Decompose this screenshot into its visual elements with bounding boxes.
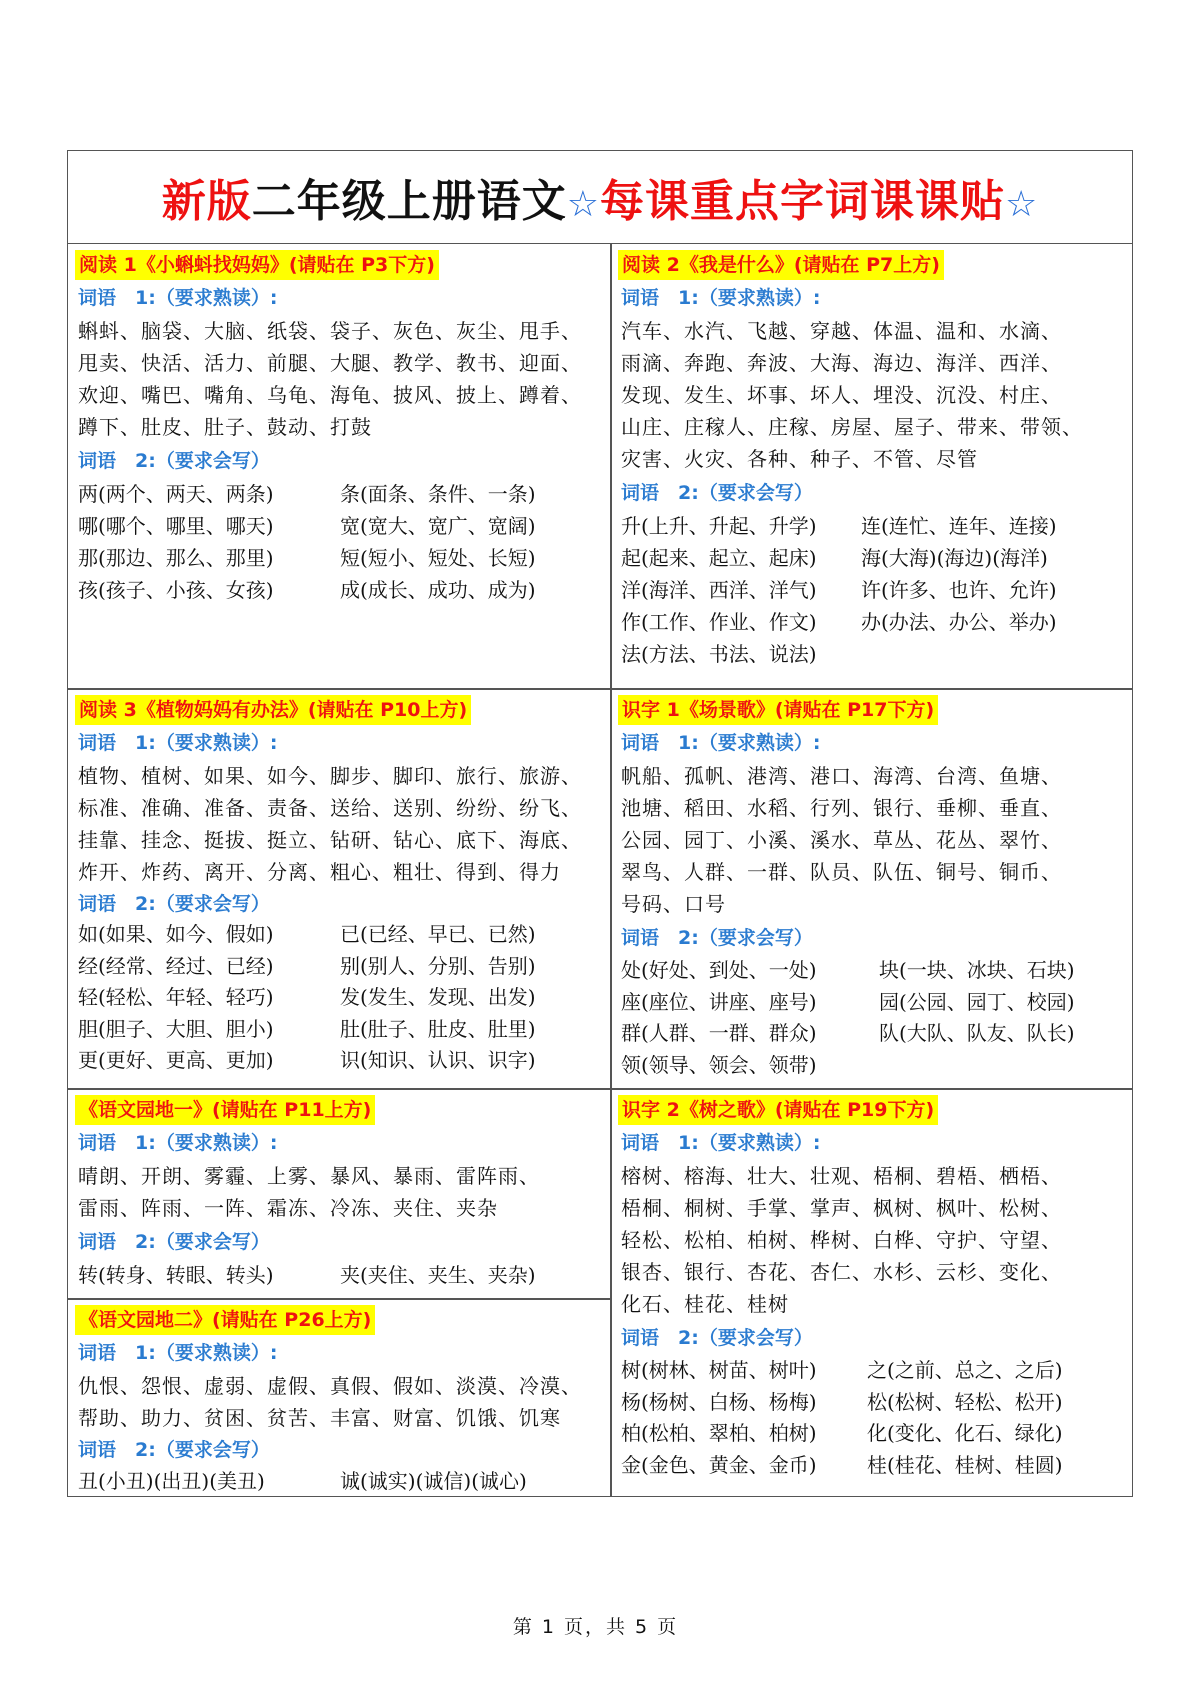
write-item: 诚(诚实)(诚信)(诚心): [340, 1469, 527, 1493]
section-chinese-garden-2: [68, 1299, 610, 1496]
read-label: 词语 1:（要求熟读）:: [78, 1342, 278, 1364]
write-item: 处(好处、到处、一处): [621, 958, 817, 982]
write-item: [861, 638, 1124, 670]
write-words: [78, 478, 600, 606]
word-line: 炸开、炸药、离开、分离、粗心、粗壮、得到、得力: [78, 860, 561, 884]
write-item: [879, 1050, 1124, 1082]
read-words: [621, 315, 1124, 475]
page-footer: 第 1 页，共 5 页: [512, 1616, 679, 1638]
write-label: 词语 2:（要求会写）: [78, 1231, 270, 1253]
write-item: 成(成长、成功、成为): [340, 578, 536, 602]
write-item: 经(经常、经过、已经): [78, 953, 274, 978]
word-line: 梧桐、桐树、手掌、掌声、枫树、枫叶、松树、: [621, 1196, 1062, 1220]
write-item: 块(一块、冰块、石块): [879, 958, 1075, 982]
word-line: 翠鸟、人群、一群、队员、队伍、铜号、铜币、: [621, 860, 1062, 884]
word-line: 植物、植树、如果、如今、脚步、脚印、旅行、旅游、: [78, 764, 582, 788]
word-line: 银杏、银行、杏花、杏仁、水杉、云杉、变化、: [621, 1260, 1062, 1284]
worksheet-table: [67, 150, 1133, 1497]
word-line: 蹲下、肚皮、肚子、鼓动、打鼓: [78, 415, 372, 439]
write-item: 已(已经、早已、已然): [340, 922, 536, 946]
write-item: 更(更好、更高、更加): [78, 1048, 274, 1072]
write-item: 之(之前、总之、之后): [867, 1358, 1063, 1382]
write-item: 座(座位、讲座、座号): [621, 989, 817, 1014]
section-title: 识字 2《树之歌》(请贴在 P19下方): [618, 1095, 938, 1125]
write-item: 孩(孩子、小孩、女孩): [78, 578, 274, 602]
write-item: 升(上升、升起、升学): [621, 514, 817, 538]
read-words: [78, 1370, 600, 1434]
write-item: 松(松树、轻松、松开): [867, 1389, 1063, 1414]
section-title: 阅读 2《我是什么》(请贴在 P7上方): [618, 250, 944, 280]
word-line: 灾害、火灾、各种、种子、不管、尽管: [621, 447, 978, 471]
write-item: 柏(松柏、翠柏、柏树): [621, 1421, 817, 1445]
word-line: 晴朗、开朗、雾霾、上雾、暴风、暴雨、雷阵雨、: [78, 1164, 540, 1188]
write-item: 夹(夹住、夹生、夹杂): [340, 1263, 536, 1287]
write-item: 杨(杨树、白杨、杨梅): [621, 1389, 817, 1414]
page-title: [162, 165, 1039, 229]
word-line: 池塘、稻田、水稻、行列、银行、垂柳、垂直、: [621, 796, 1062, 820]
write-words: [621, 1355, 1124, 1481]
word-line: 帆船、孤帆、港湾、港口、海湾、台湾、鱼塘、: [621, 764, 1062, 788]
word-line: 发现、发生、坏事、坏人、埋没、沉没、村庄、: [621, 383, 1062, 407]
read-words: [621, 1160, 1124, 1320]
title-part-subject: 每课重点字词课课贴: [600, 176, 1005, 227]
write-words: [78, 1465, 600, 1497]
read-words: [78, 1160, 600, 1224]
write-item: 法(方法、书法、说法): [621, 642, 817, 666]
write-item: 树(树林、树苗、树叶): [621, 1358, 817, 1382]
star-icon: ☆: [1005, 184, 1039, 225]
title-part-grade: 二年级上册语文: [251, 176, 567, 227]
section-reading-3: [68, 689, 610, 1088]
read-label: 词语 1:（要求熟读）:: [78, 1132, 278, 1154]
write-label: 词语 2:（要求会写）: [621, 927, 813, 949]
read-words: [78, 760, 600, 888]
write-item: 园(公园、园丁、校园): [879, 989, 1075, 1014]
write-item: 短(短小、短处、长短): [340, 546, 536, 570]
section-title: 阅读 1《小蝌蚪找妈妈》(请贴在 P3下方): [75, 250, 439, 280]
write-item: 如(如果、如今、假如): [78, 922, 274, 946]
word-line: 蝌蚪、脑袋、大脑、纸袋、袋子、灰色、灰尘、甩手、: [78, 319, 582, 343]
write-item: 桂(桂花、桂树、桂圆): [867, 1452, 1063, 1477]
write-item: 海(大海)(海边)(海洋): [861, 546, 1048, 570]
word-line: 号码、口号: [621, 892, 726, 916]
write-item: 队(大队、队友、队长): [879, 1021, 1075, 1045]
read-words: [621, 760, 1124, 920]
word-line: 欢迎、嘴巴、嘴角、乌龟、海龟、披风、披上、蹲着、: [78, 383, 582, 407]
write-label: 词语 2:（要求会写）: [78, 893, 270, 915]
write-item: 识(知识、认识、识字): [340, 1048, 536, 1072]
read-label: 词语 1:（要求熟读）:: [621, 732, 821, 754]
section-title: 《语文园地二》(请贴在 P26上方): [75, 1305, 375, 1335]
read-label: 词语 1:（要求熟读）:: [78, 287, 278, 309]
write-item: 胆(胆子、大胆、胆小): [78, 1016, 274, 1041]
write-item: 宽(宽大、宽广、宽阔): [340, 514, 536, 538]
read-label: 词语 1:（要求熟读）:: [78, 732, 278, 754]
section-literacy-1: [611, 689, 1134, 1088]
write-label: 词语 2:（要求会写）: [621, 482, 813, 504]
write-item: 化(变化、化石、绿化): [867, 1421, 1063, 1445]
word-line: 雷雨、阵雨、一阵、霜冻、冷冻、夹住、夹杂: [78, 1196, 498, 1220]
write-item: 丑(小丑)(出丑)(美丑): [78, 1469, 265, 1493]
word-line: 挂靠、挂念、挺拔、挺立、钻研、钻心、底下、海底、: [78, 828, 582, 852]
write-item: 转(转身、转眼、转头): [78, 1263, 274, 1287]
section-chinese-garden-1: [68, 1089, 610, 1298]
write-item: 洋(海洋、西洋、洋气): [621, 578, 817, 602]
write-label: 词语 2:（要求会写）: [621, 1327, 813, 1349]
read-words: [78, 315, 600, 443]
write-item: 许(许多、也许、允许): [861, 578, 1057, 602]
word-line: 雨滴、奔跑、奔波、大海、海边、海洋、西洋、: [621, 351, 1062, 375]
write-item: 条(面条、条件、一条): [340, 482, 536, 506]
word-line: 汽车、水汽、飞越、穿越、体温、温和、水滴、: [621, 319, 1062, 343]
write-item: 发(发生、发现、出发): [340, 985, 536, 1009]
write-item: 办(办法、办公、举办): [861, 610, 1057, 634]
section-title: 《语文园地一》(请贴在 P11上方): [75, 1095, 375, 1125]
word-line: 帮助、助力、贫困、贫苦、丰富、财富、饥饿、饥寒: [78, 1406, 561, 1430]
section-literacy-2: [611, 1089, 1134, 1496]
star-icon: ☆: [566, 184, 600, 225]
section-reading-2: [611, 244, 1134, 688]
write-item: 哪(哪个、哪里、哪天): [78, 514, 274, 538]
write-item: 作(工作、作业、作文): [621, 610, 817, 634]
title-row: [68, 151, 1132, 244]
write-item: 那(那边、那么、那里): [78, 546, 274, 570]
write-item: 肚(肚子、肚皮、肚里): [340, 1016, 536, 1041]
write-words: [78, 919, 600, 1077]
word-line: 榕树、榕海、壮大、壮观、梧桐、碧梧、栖梧、: [621, 1164, 1062, 1188]
word-line: 甩卖、快活、活力、前腿、大腿、教学、教书、迎面、: [78, 351, 582, 375]
section-reading-1: [68, 244, 610, 688]
word-line: 山庄、庄稼人、庄稼、房屋、屋子、带来、带领、: [621, 415, 1083, 439]
section-title: 识字 1《场景歌》(请贴在 P17下方): [618, 695, 938, 725]
write-item: 连(连忙、连年、连接): [861, 514, 1057, 538]
write-item: 两(两个、两天、两条): [78, 482, 274, 506]
word-line: 公园、园丁、小溪、溪水、草丛、花丛、翠竹、: [621, 828, 1062, 852]
read-label: 词语 1:（要求熟读）:: [621, 1132, 821, 1154]
write-item: 轻(轻松、年轻、轻巧): [78, 985, 274, 1009]
write-label: 词语 2:（要求会写）: [78, 450, 270, 472]
read-label: 词语 1:（要求熟读）:: [621, 287, 821, 309]
word-line: 轻松、松柏、柏树、桦树、白桦、守护、守望、: [621, 1228, 1062, 1252]
word-line: 仇恨、怨恨、虚弱、虚假、真假、假如、淡漠、冷漠、: [78, 1374, 582, 1398]
write-words: [621, 510, 1124, 670]
write-item: 别(别人、分别、告别): [340, 953, 536, 978]
title-part-new-edition: 新版: [161, 176, 252, 227]
section-title: 阅读 3《植物妈妈有办法》(请贴在 P10上方): [75, 695, 471, 725]
word-line: 化石、桂花、桂树: [621, 1292, 789, 1316]
write-words: [78, 1259, 600, 1291]
word-line: 标准、准确、准备、责备、送给、送别、纷纷、纷飞、: [78, 796, 582, 820]
write-words: [621, 955, 1124, 1081]
write-item: 起(起来、起立、起床): [621, 546, 817, 570]
write-label: 词语 2:（要求会写）: [78, 1439, 270, 1461]
write-item: 领(领导、领会、领带): [621, 1052, 817, 1077]
write-item: 群(人群、一群、群众): [621, 1021, 817, 1045]
write-item: 金(金色、黄金、金币): [621, 1452, 817, 1477]
